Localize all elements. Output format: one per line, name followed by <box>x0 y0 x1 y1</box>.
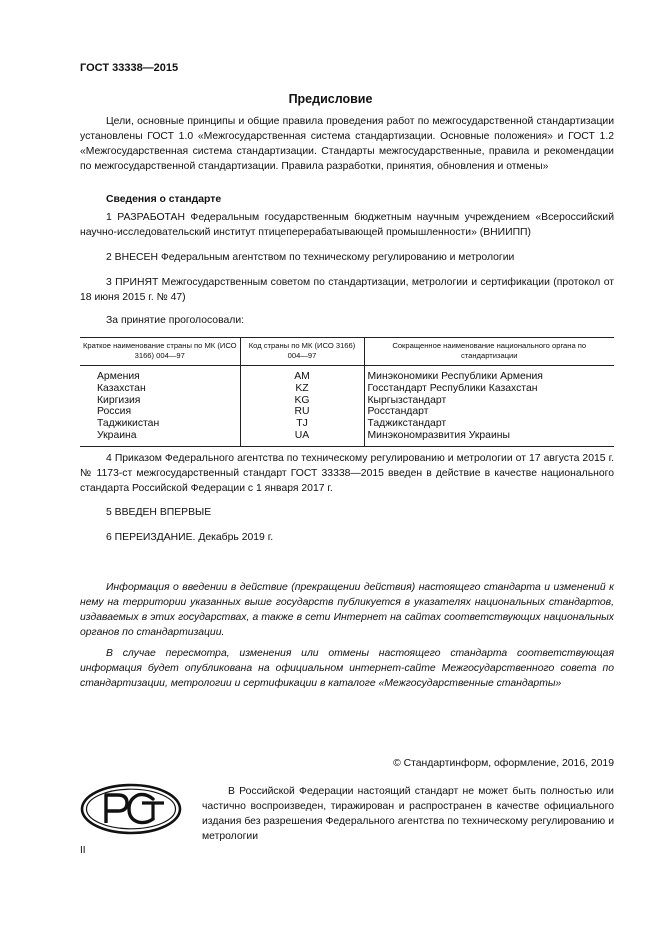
header-code: Код страны по МК (ИСО 3166) 004—97 <box>240 338 364 366</box>
table-row <box>80 406 614 418</box>
item-reissue: 6 ПЕРЕИЗДАНИЕ. Декабрь 2019 г. <box>106 532 274 543</box>
code-cell: RU <box>240 406 364 418</box>
item-enacted: 4 Приказом Федерального агентства по техническому регулированию и метрологии от 17 августа 2015 г. № 1173-ст межгосударственный стандарт ГОСТ 33338—2015 введен в действие в качестве национального стандарта Российской Федерации с 1 января 2017 г. <box>80 453 614 494</box>
country-cell: Россия <box>97 406 132 418</box>
code-cell: UA <box>240 430 364 446</box>
item-first-introduced: 5 ВВЕДЕН ВПЕРВЫЕ <box>106 507 212 518</box>
agency-cell: Кыргызстандарт <box>364 395 614 407</box>
section-heading: Сведения о стандарте <box>106 194 222 205</box>
country-cell: Казахстан <box>97 382 146 394</box>
code-cell: KG <box>240 395 364 407</box>
item-adopted: 3 ПРИНЯТ Межгосударственным советом по стандартизации, метрологии и сертификации (протокол от 18 июня 2015 г. № 47) <box>80 277 614 303</box>
code-cell: TJ <box>240 418 364 430</box>
header-agency: Сокращенное наименование национального органа по стандартизации <box>364 338 614 366</box>
note-enactment-info: Информация о введении в действие (прекращении действия) настоящего стандарта и изменений к нему на территории указанных выше государств публикуется в указателях национальных стандартов, издаваемых в этих государствах, а также в сети Интернет на сайтах соответствующих национальных органов по стандартизации. <box>80 582 614 638</box>
table-row <box>80 383 614 395</box>
country-cell: Киргизия <box>97 394 141 406</box>
code-cell: AM <box>240 366 364 383</box>
table-header-row <box>80 338 614 366</box>
country-cell: Армения <box>97 371 140 382</box>
page-title: Предисловие <box>288 92 373 106</box>
copyright-line: © Стандартинформ, оформление, 2016, 2019 <box>393 758 614 769</box>
table-row <box>80 418 614 430</box>
agency-cell: Минэкономразвития Украины <box>364 430 614 446</box>
table-row <box>80 395 614 407</box>
item-developed: 1 РАЗРАБОТАН Федеральным государственным бюджетным научным учреждением «Всероссийский научно-исследовательский институт птицеперерабатывающей промышленности» (ВНИИПП) <box>80 212 614 238</box>
voted-label: За принятие проголосовали: <box>106 315 245 326</box>
agency-cell: Госстандарт Республики Казахстан <box>364 383 614 395</box>
country-cell: Украина <box>80 430 240 446</box>
agency-cell: Таджикстандарт <box>364 418 614 430</box>
agency-cell: Росстандарт <box>364 406 614 418</box>
page-number: II <box>80 845 86 856</box>
table-row <box>80 366 614 383</box>
document-code: ГОСТ 33338—2015 <box>80 62 179 74</box>
country-cell: Таджикистан <box>97 418 160 430</box>
header-country: Краткое наименование страны по МК (ИСО 3166) 004—97 <box>80 338 240 366</box>
intro-paragraph: Цели, основные принципы и общие правила проведения работ по межгосударственной стандартизации установлены ГОСТ 1.0 «Межгосударственная система стандартизации. Основные положения» и ГОСТ 1.2 «Межгосударственная система стандартизации. Стандарты межгосударственные, правила и рекомендации по межгосударственной стандартизации. Правила разработки, принятия, обновления и отмены» <box>80 116 614 172</box>
item-submitted: 2 ВНЕСЕН Федеральным агентством по техническому регулированию и метрологии <box>106 252 515 263</box>
rst-certification-logo-icon <box>80 783 182 835</box>
table-row <box>80 430 614 446</box>
code-cell: KZ <box>240 383 364 395</box>
reproduction-notice: В Российской Федерации настоящий стандарт не может быть полностью или частично воспроизведен, тиражирован и распространен в качестве официального издания без разрешения Федерального агентства по техническому регулированию и метрологии <box>202 786 614 842</box>
voting-table <box>80 337 614 447</box>
agency-cell: Минэкономики Республики Армения <box>364 366 614 383</box>
note-revision-info: В случае пересмотра, изменения или отмены настоящего стандарта соответствующая информация будет опубликована на официальном интернет-сайте Межгосударственного совета по стандартизации, метрологии и сертификации в каталоге «Межгосударственные стандарты» <box>80 648 614 689</box>
